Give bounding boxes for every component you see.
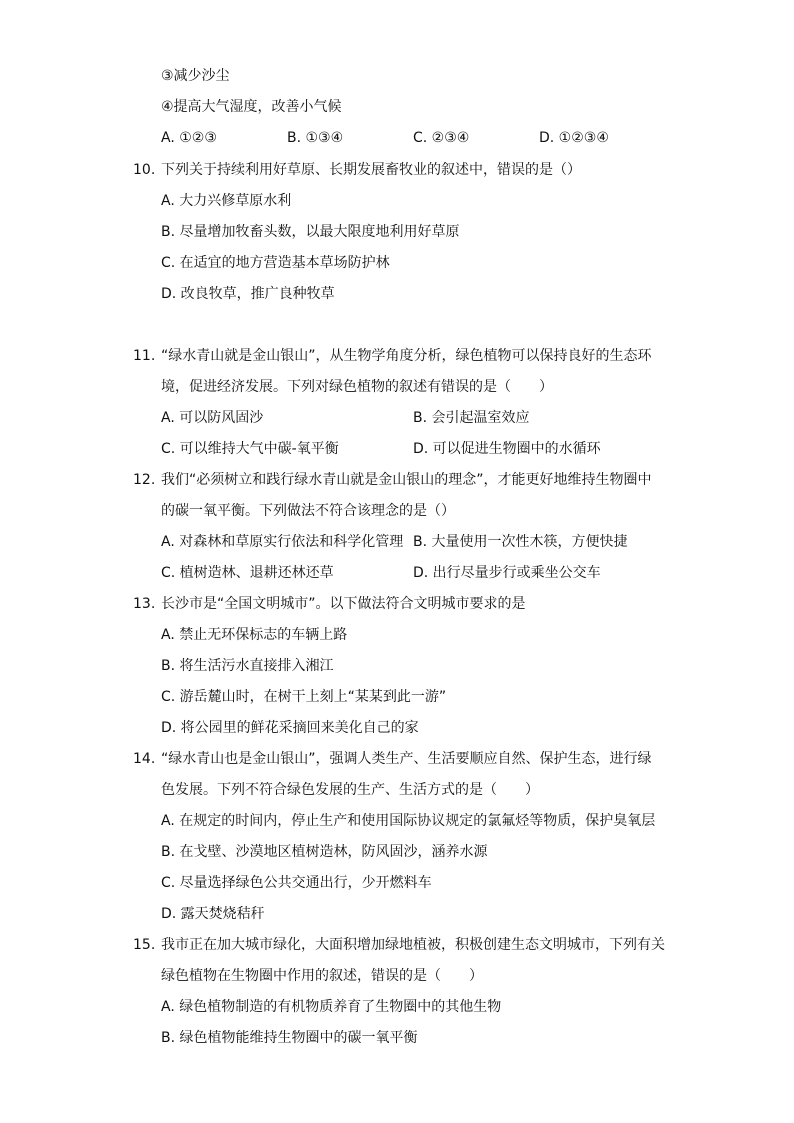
q15-number: 15. [133,937,156,953]
q12-option-c: C. 植树造林、退耕还林还草 [161,565,334,581]
q9-option-d: D. ①②③④ [539,130,609,146]
q14-stem-line-2: 色发展。下列不符合绿色发展的生产、生活方式的是（ ） [161,782,539,798]
q9-option-c: C. ②③④ [413,130,470,146]
q14-option-b: B. 在戈壁、沙漠地区植树造林，防风固沙，涵养水源 [161,844,488,860]
q13-number: 13. [133,596,156,612]
q14-option-a: A. 在规定的时间内，停止生产和使用国际协议规定的氯氟烃等物质，保护臭氧层 [161,813,656,829]
q12-option-d: D. 出行尽量步行或乘坐公交车 [413,565,601,581]
q13-option-d: D. 将公园里的鲜花采摘回来美化自己的家 [161,720,419,736]
q14-option-c: C. 尽量选择绿色公共交通出行，少开燃料车 [161,875,432,891]
q15-option-b: B. 绿色植物能维持生物圈中的碳一氧平衡 [161,1030,418,1046]
q15-option-a: A. 绿色植物制造的有机物质养育了生物圈中的其他生物 [161,999,502,1015]
q15-stem-line-2: 绿色植物在生物圈中作用的叙述，错误的是（ ） [161,968,483,984]
q11-option-c: C. 可以维持大气中碳-氧平衡 [161,441,339,457]
q11-stem-line-2: 境，促进经济发展。下列对绿色植物的叙述有错误的是（ ） [161,379,553,395]
q12-stem-line-1: 我们“必须树立和践行绿水青山就是金山银山的理念”，才能更好地维持生物圈中 [161,472,652,488]
q14-stem-line-1: “绿水青山也是金山银山”，强调人类生产、生活要顺应自然、保护生态，进行绿 [161,751,652,767]
q10-option-c: C. 在适宜的地方营造基本草场防护林 [161,255,390,271]
q12-stem-line-2: 的碳一氧平衡。下列做法不符合该理念的是（） [161,503,455,519]
q13-option-b: B. 将生活污水直接排入湘江 [161,658,334,674]
q10-number: 10. [133,162,156,178]
q12-number: 12. [133,472,156,488]
q13-option-a: A. 禁止无环保标志的车辆上路 [161,627,348,643]
q10-option-a: A. 大力兴修草原水利 [161,193,292,209]
q10-option-d: D. 改良牧草，推广良种牧草 [161,286,335,302]
q11-option-d: D. 可以促进生物圈中的水循环 [413,441,601,457]
q14-option-d: D. 露天焚烧秸秆 [161,906,265,922]
q13-stem-line-1: 长沙市是“全国文明城市”。以下做法符合文明城市要求的是 [161,596,526,612]
q11-stem-line-1: “绿水青山就是金山银山”，从生物学角度分析，绿色植物可以保持良好的生态环 [161,348,652,364]
q12-option-b: B. 大量使用一次性木筷，方便快捷 [413,534,628,550]
q11-option-a: A. 可以防风固沙 [161,410,264,426]
q14-number: 14. [133,751,156,767]
q10-stem-line-1: 下列关于持续利用好草原、长期发展畜牧业的叙述中，错误的是（） [161,162,581,178]
q9-item-4: ④提高大气湿度，改善小气候 [161,99,342,115]
q15-stem-line-1: 我市正在加大城市绿化，大面积增加绿地植被，积极创建生态文明城市，下列有关 [161,937,665,953]
q11-number: 11. [133,348,156,364]
q13-option-c: C. 游岳麓山时，在树干上刻上“某某到此一游” [161,689,447,705]
q10-option-b: B. 尽量增加牧畜头数，以最大限度地利用好草原 [161,224,460,240]
q11-option-b: B. 会引起温室效应 [413,410,530,426]
q9-option-a: A. ①②③ [161,130,217,146]
q9-item-3: ③减少沙尘 [161,68,230,84]
q12-option-a: A. 对森林和草原实行依法和科学化管理 [161,534,404,550]
q9-option-b: B. ①③④ [287,130,344,146]
